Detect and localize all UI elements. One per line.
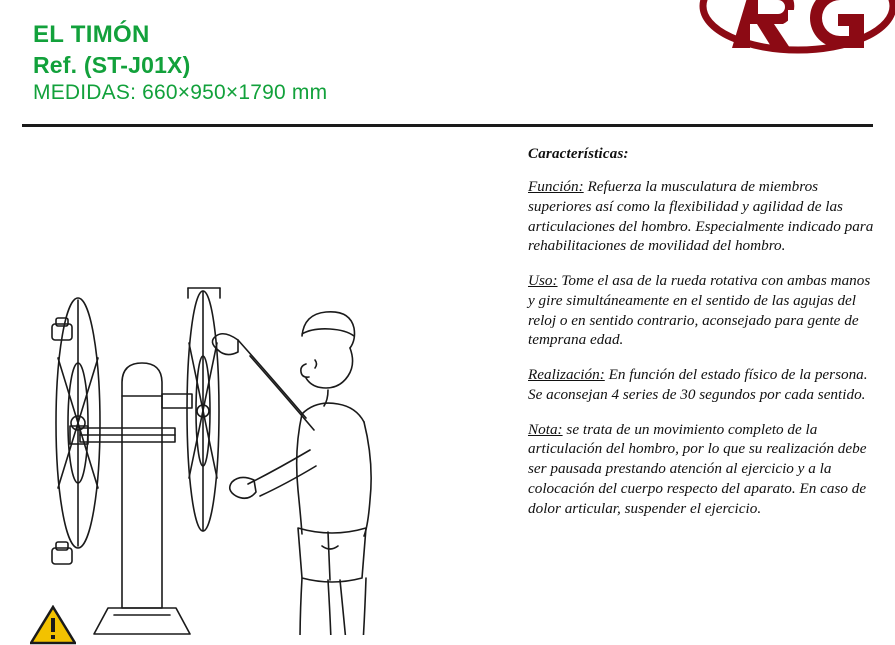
- header-divider: [22, 124, 873, 127]
- product-dimensions: MEDIDAS: 660×950×1790 mm: [33, 81, 328, 105]
- shoulder-wheel-exercise-machine-line-drawing: [10, 128, 510, 635]
- feature-lead-uso: Uso:: [528, 272, 558, 289]
- features-text-column: [528, 146, 880, 533]
- feature-paragraph-funcion: [528, 177, 880, 256]
- document-body: [0, 128, 895, 635]
- feature-body-realizacion: En función del estado físico de la persona. Se aconsejan 4 series de 30 segundos por cada sentido.: [528, 366, 868, 403]
- features-heading: Características:: [528, 146, 629, 162]
- product-name: EL TIMÓN: [33, 21, 150, 48]
- feature-body-uso: Tome el asa de la rueda rotativa con ambas manos y gire simultáneamente en el sentido de las agujas del reloj o en sentido contrario, aconsejado para gente de temprana edad.: [528, 272, 871, 349]
- product-reference: Ref. (ST-J01X): [33, 51, 191, 78]
- feature-lead-realizacion: Realización:: [528, 366, 605, 383]
- warning-triangle-icon: [30, 605, 76, 645]
- feature-lead-nota: Nota:: [528, 420, 563, 438]
- page-title: [33, 20, 327, 107]
- document-header: [0, 0, 895, 122]
- feature-paragraph-realizacion: [528, 365, 880, 405]
- feature-lead-funcion: Función:: [528, 178, 584, 195]
- rg-logo-icon: [680, 0, 895, 66]
- feature-paragraph-nota: [528, 420, 880, 519]
- feature-body-funcion: Refuerza la musculatura de miembros superiores así como la flexibilidad y agilidad de las articulaciones del hombro. Especialmente indicado para rehabilitaciones de movilidad del hombro.: [528, 178, 874, 255]
- feature-body-nota: se trata de un movimiento completo de la articulación del hombro, por lo que su realización debe ser pausada prestando atención al ejercicio y a la colocación del cuerpo respecto del aparato. En caso de dolor articular, suspender el ejercicio.: [528, 420, 867, 517]
- feature-paragraph-uso: [528, 271, 880, 350]
